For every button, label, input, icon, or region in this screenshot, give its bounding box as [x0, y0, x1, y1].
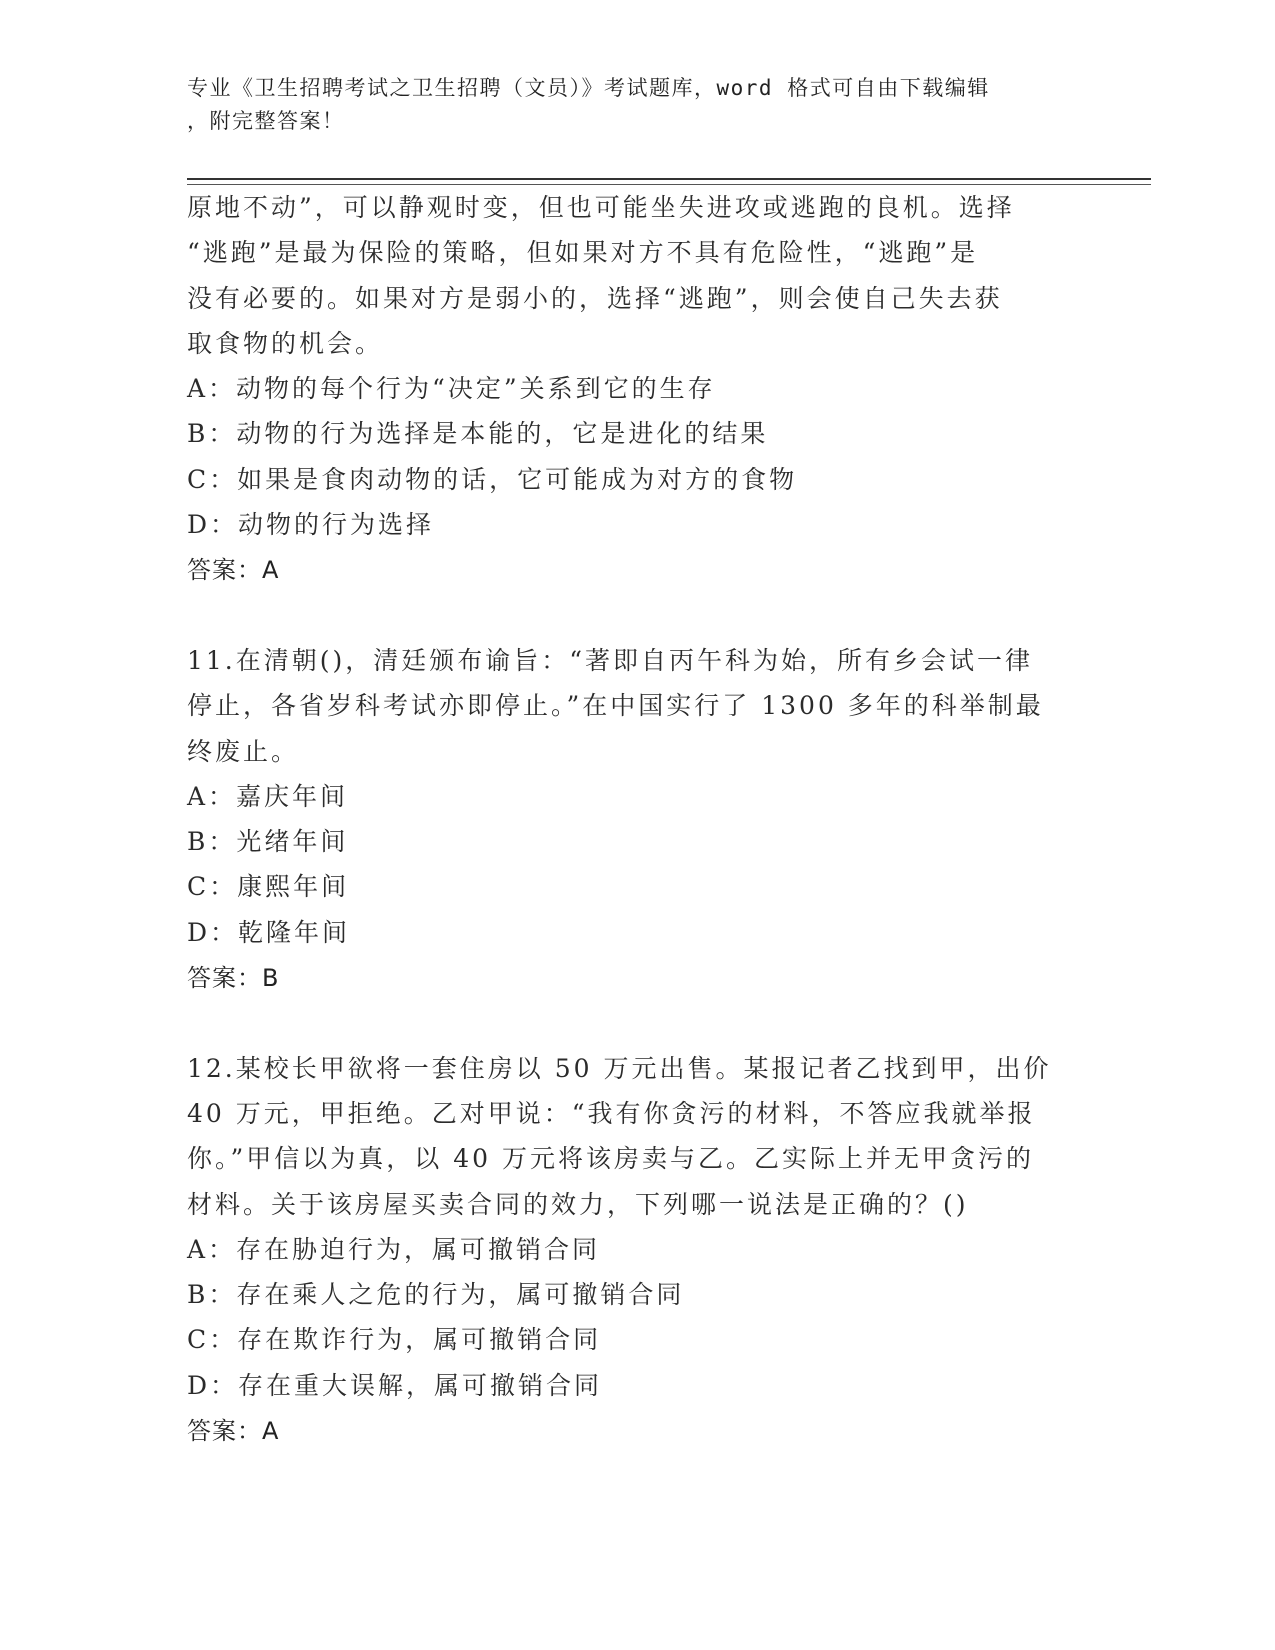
question-text-line: 你。”甲信以为真，以 40 万元将该房卖与乙。乙实际上并无甲贪污的 — [187, 1144, 1034, 1174]
option-a: A：存在胁迫行为，属可撤销合同 — [187, 1234, 601, 1264]
question-12 — [187, 1049, 1087, 1457]
question-text-line: 11.在清朝()，清廷颁布谕旨：“著即自丙午科为始，所有乡会试一律 — [187, 645, 1034, 675]
spacer — [187, 1003, 1087, 1048]
option-c: C：存在欺诈行为，属可撤销合同 — [187, 1325, 602, 1355]
spacer — [187, 596, 1087, 641]
question-text-line: 40 万元，甲拒绝。乙对甲说：“我有你贪污的材料，不答应我就举报 — [187, 1098, 1036, 1128]
header-rule-thick — [187, 178, 1151, 180]
answer: 答案：B — [187, 964, 280, 993]
option-c: C：如果是食肉动物的话，它可能成为对方的食物 — [187, 464, 798, 494]
question-11 — [187, 641, 1087, 1003]
document-body — [187, 188, 1087, 1456]
option-d: D：存在重大误解，属可撤销合同 — [187, 1370, 603, 1400]
question-text-line: 终废止。 — [187, 736, 300, 766]
header-line-1: 专业《卫生招聘考试之卫生招聘（文员）》考试题库，word 格式可自由下载编辑 — [187, 76, 990, 100]
question-text-line: 停止，各省岁科考试亦即停止。”在中国实行了 1300 多年的科举制最 — [187, 691, 1044, 721]
option-b: B：光绪年间 — [187, 827, 349, 857]
question-text-line: 12.某校长甲欲将一套住房以 50 万元出售。某报记者乙找到甲，出价 — [187, 1053, 1052, 1083]
question-10-continuation — [187, 188, 1087, 596]
question-text-line: 原地不动”，可以静观时变，但也可能坐失进攻或逃跑的良机。选择 — [187, 193, 1015, 222]
option-c: C：康熙年间 — [187, 872, 350, 902]
question-text-line: “逃跑”是最为保险的策略，但如果对方不具有危险性，“逃跑”是 — [187, 238, 979, 268]
answer: 答案：A — [187, 1417, 280, 1446]
option-d: D：乾隆年间 — [187, 917, 351, 947]
question-text-line: 材料。关于该房屋买卖合同的效力，下列哪一说法是正确的？() — [187, 1189, 969, 1219]
answer: 答案：A — [187, 556, 280, 585]
option-d: D：动物的行为选择 — [187, 510, 435, 540]
option-a: A：动物的每个行为“决定”关系到它的生存 — [187, 374, 716, 404]
page-header — [187, 72, 1067, 138]
header-rule-thin — [187, 184, 1151, 185]
option-a: A：嘉庆年间 — [187, 781, 349, 811]
question-text-line: 取食物的机会。 — [187, 328, 384, 358]
option-b: B：动物的行为选择是本能的，它是进化的结果 — [187, 419, 769, 449]
question-text-line: 没有必要的。如果对方是弱小的，选择“逃跑”，则会使自己失去获 — [187, 283, 1003, 313]
header-line-2: ，附完整答案！ — [187, 109, 345, 133]
option-b: B：存在乘人之危的行为，属可撤销合同 — [187, 1280, 685, 1310]
